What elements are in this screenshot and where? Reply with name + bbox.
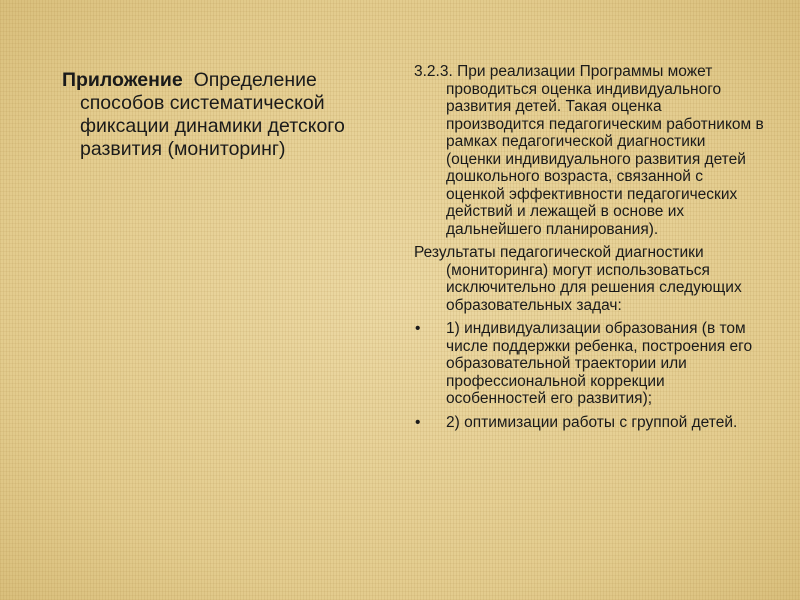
paragraph-results: Результаты педагогической диагностики (мониторинга) могут использоваться исключительно для решения следующих образовательных задач: [414, 244, 742, 314]
title-text [62, 69, 392, 161]
bullet-item [414, 414, 764, 432]
bullet-marker: • [415, 320, 421, 337]
bullet-text: 1) индивидуализации образования (в том числе поддержки ребенка, построения его образовательной траектории или профессиональной коррекции особенностей его развития); [446, 320, 753, 407]
paragraph-program: 3.2.3. При реализации Программы может проводиться оценка индивидуального развития детей. Такая оценка производится педагогическим работником в рамках педагогической диагностики (оценки индивидуального развития детей дошкольного возраста, связанной с оценкой эффективности педагогических действий и лежащей в основе их дальнейшего планирования). [414, 63, 764, 238]
slide-title [62, 69, 392, 161]
bullet-item [414, 320, 764, 408]
bullet-marker: • [415, 413, 421, 431]
title-rest: Определение способов систематической фиксации динамики детского развития (мониторинг) [80, 69, 345, 160]
slide-body [414, 63, 764, 437]
title-bold: Приложение [62, 69, 183, 91]
bullet-text: 2) оптимизации работы с группой детей. [446, 413, 738, 431]
